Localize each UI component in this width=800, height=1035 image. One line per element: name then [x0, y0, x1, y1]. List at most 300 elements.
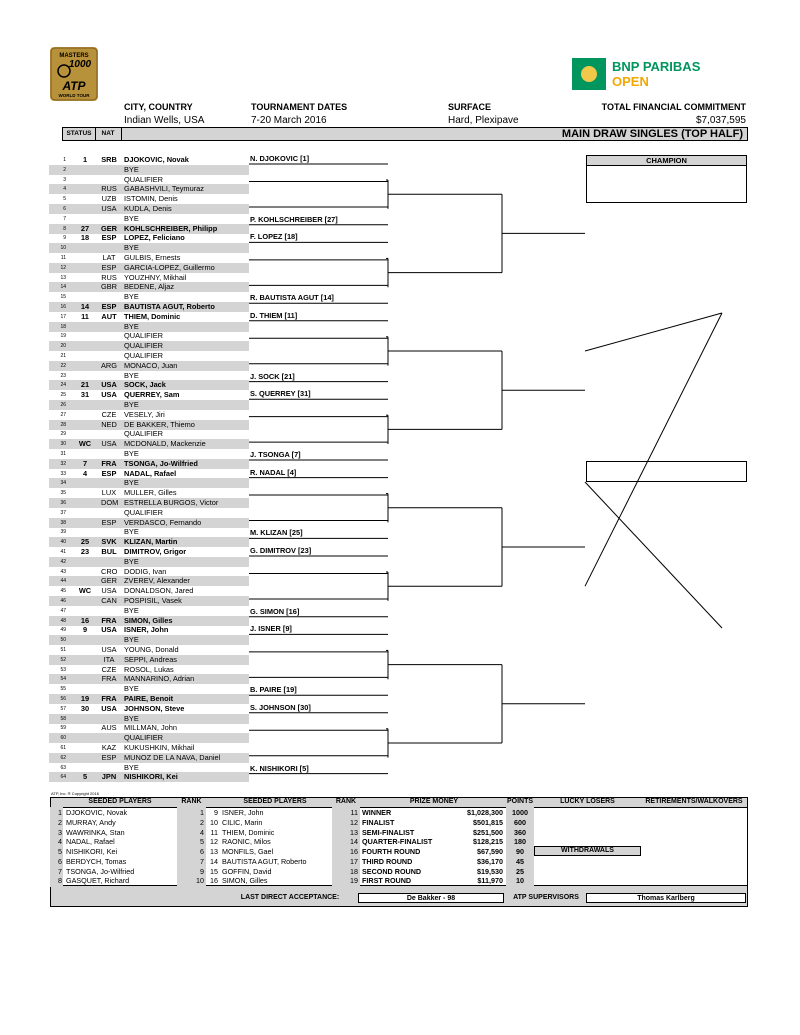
draw-nationality: AUT [101, 311, 117, 321]
prize-money: $11,970 [477, 876, 503, 886]
seed-rank: 12 [350, 817, 358, 827]
seeded-players-header-right: SEEDED PLAYERS [243, 798, 307, 805]
seed-player-name: DJOKOVIC, Novak [66, 808, 128, 817]
seed-player-name: BERDYCH, Tomas [66, 856, 127, 866]
draw-position: 61 [60, 745, 66, 751]
prize-points: 45 [516, 856, 524, 866]
status-column-header: STATUS [63, 128, 96, 140]
prize-points: 10 [516, 876, 524, 886]
draw-position: 29 [60, 431, 66, 438]
draw-seed: 5 [82, 772, 88, 782]
prize-points: 90 [516, 847, 524, 856]
seed-rank: 7 [200, 856, 204, 866]
draw-nationality: GER [101, 576, 118, 586]
draw-seed: 4 [82, 468, 88, 478]
draw-seed: 21 [80, 380, 90, 390]
nat-column-header: NAT [95, 128, 122, 140]
draw-seed: 25 [80, 537, 90, 547]
draw-player-name: GARCIA-LOPEZ, Guillermo [124, 262, 215, 272]
draw-position: 15 [60, 294, 66, 301]
draw-player-name: MCDONALD, Mackenzie [124, 439, 206, 449]
prize-money: $128,215 [473, 837, 503, 847]
draw-position: 20 [60, 343, 66, 350]
round2-player: S. QUERREY [31] [250, 389, 311, 399]
draw-position: 16 [60, 304, 66, 310]
prize-round: QUARTER-FINALIST [362, 837, 433, 847]
draw-seed: 9 [82, 625, 88, 635]
retirements-header: RETIREMENTS/WALKOVERS [645, 798, 743, 805]
prize-points: 600 [514, 817, 526, 827]
withdrawals-header: WITHDRAWALS [561, 847, 614, 854]
seed-rank: 1 [200, 808, 204, 817]
draw-seed: 19 [80, 694, 90, 703]
draw-nationality: ESP [101, 233, 117, 243]
draw-player-name: NISHIKORI, Kei [124, 772, 178, 782]
draw-nationality: ESP [101, 752, 117, 762]
draw-player-name: BYE [124, 243, 139, 253]
copyright-note: ATP, Inc. ® Copyright 2016 [51, 791, 99, 796]
seed-number: 7 [58, 866, 62, 876]
draw-player-name: BYE [124, 164, 139, 174]
dates-label: TOURNAMENT DATES [251, 102, 348, 112]
draw-position: 36 [60, 500, 66, 506]
draw-player-name: BYE [124, 400, 139, 409]
bracket-line [585, 482, 722, 628]
prize-points: 360 [514, 827, 526, 837]
seed-player-name: GOFFIN, David [222, 866, 272, 876]
draw-nationality: GER [101, 223, 118, 233]
round2-player: P. KOHLSCHREIBER [27] [250, 214, 338, 224]
draw-player-name: JOHNSON, Steve [124, 703, 185, 713]
draw-player-name: DJOKOVIC, Novak [124, 155, 189, 164]
seed-player-name: MONFILS, Gael [222, 847, 274, 856]
draw-player-name: BAUTISTA AGUT, Roberto [124, 302, 215, 311]
prize-points: 180 [514, 837, 526, 847]
draw-nationality: USA [101, 439, 117, 449]
commitment-label: TOTAL FINANCIAL COMMITMENT [601, 102, 746, 112]
draw-position: 10 [60, 245, 66, 252]
draw-position: 60 [60, 735, 66, 742]
seed-number: 8 [58, 876, 62, 886]
draw-nationality: RUS [101, 272, 117, 282]
champion-box [586, 155, 747, 203]
prize-money: $251,500 [473, 827, 503, 837]
last-direct-acceptance-value: De Bakker - 98 [358, 893, 504, 903]
seed-player-name: NADAL, Rafael [66, 837, 115, 847]
draw-nationality: ITA [103, 654, 115, 664]
seed-player-name: WAWRINKA, Stan [66, 827, 125, 837]
draw-nationality: LUX [101, 488, 117, 498]
draw-player-name: ESTRELLA BURGOS, Victor [124, 498, 219, 507]
draw-player-name: SOCK, Jack [124, 380, 166, 390]
atp-logo-tour: WORLD TOUR [58, 93, 90, 98]
draw-player-name: BYE [124, 478, 139, 488]
seed-player-name: CILIC, Marin [222, 817, 263, 827]
draw-position: 21 [60, 353, 66, 359]
draw-nationality: ARG [101, 360, 118, 370]
draw-position: 27 [60, 411, 66, 418]
draw-player-name: BYE [124, 605, 139, 615]
draw-position: 50 [60, 637, 66, 644]
draw-player-name: KLIZAN, Martin [124, 537, 178, 547]
atp-logo-level: 1000 [68, 59, 92, 70]
draw-nationality: ESP [101, 517, 117, 527]
bracket-line [585, 313, 722, 586]
draw-nationality: CAN [101, 596, 117, 605]
draw-nationality: FRA [101, 615, 117, 625]
prize-points: 1000 [512, 808, 528, 817]
draw-position: 46 [60, 598, 66, 604]
seed-number: 3 [58, 827, 62, 837]
draw-nationality: FRA [101, 458, 117, 468]
draw-position: 12 [60, 264, 66, 271]
round2-player: R. NADAL [4] [250, 467, 297, 477]
draw-nationality: JPN [101, 772, 117, 782]
draw-player-name: KUDLA, Denis [124, 204, 172, 213]
draw-player-name: BEDENE, Aljaz [124, 282, 175, 292]
draw-position: 59 [60, 725, 66, 732]
draw-player-name: LOPEZ, Feliciano [124, 233, 185, 243]
seed-rank: 18 [350, 866, 358, 876]
seed-rank: 17 [350, 856, 358, 866]
draw-position: 55 [60, 686, 66, 693]
draw-position: 42 [60, 558, 66, 565]
champion-label: CHAMPION [587, 156, 746, 166]
draw-player-name: BYE [124, 292, 139, 302]
draw-position: 57 [60, 705, 66, 712]
draw-position: 52 [60, 656, 66, 663]
atp-supervisors-label: ATP SUPERVISORS [513, 894, 579, 901]
seed-rank: 4 [200, 827, 204, 837]
prize-money: $501,815 [473, 817, 503, 827]
seed-number: 15 [210, 866, 218, 876]
draw-position: 11 [60, 255, 66, 261]
points-header: POINTS [506, 798, 534, 805]
seed-number: 9 [214, 808, 218, 817]
prize-round: SECOND ROUND [362, 866, 422, 876]
draw-position: 51 [60, 647, 66, 653]
draw-position: 6 [63, 206, 66, 212]
draw-position: 35 [60, 490, 66, 497]
seed-number: 10 [210, 817, 218, 827]
draw-position: 25 [60, 392, 66, 399]
draw-nationality: USA [101, 204, 117, 213]
draw-player-name: BYE [124, 762, 139, 772]
draw-nationality: SVK [101, 537, 117, 547]
draw-nationality: ESP [101, 468, 117, 478]
draw-position: 8 [63, 225, 66, 232]
round2-player: S. JOHNSON [30] [250, 702, 311, 712]
draw-position: 48 [60, 617, 66, 624]
draw-player-name: MUNOZ DE LA NAVA, Daniel [124, 752, 221, 762]
draw-nationality: ESP [101, 302, 117, 311]
seed-number: 1 [58, 808, 62, 817]
draw-player-name: VERDASCO, Fernando [124, 517, 202, 527]
draw-player-name: MULLER, Gilles [124, 488, 177, 498]
seed-player-name: RAONIC, Milos [222, 837, 271, 847]
draw-position: 3 [63, 176, 66, 183]
draw-player-name: ROSOL, Lukas [124, 664, 174, 674]
draw-player-name: THIEM, Dominic [124, 311, 181, 321]
draw-position: 28 [60, 421, 66, 428]
draw-nationality: KAZ [101, 743, 117, 752]
draw-position: 49 [60, 627, 66, 634]
draw-position: 2 [63, 166, 66, 173]
draw-player-name: MANNARINO, Adrian [124, 674, 195, 684]
city-label: CITY, COUNTRY [124, 102, 193, 112]
draw-player-name: GABASHVILI, Teymuraz [124, 184, 204, 194]
draw-player-name: QUALIFIER [124, 331, 164, 341]
seed-rank: 6 [200, 847, 204, 856]
prize-round: WINNER [362, 808, 392, 817]
seed-rank: 11 [350, 808, 358, 817]
draw-position: 22 [60, 362, 66, 369]
prize-money-header: PRIZE MONEY [409, 798, 459, 805]
seed-rank: 13 [350, 827, 358, 837]
draw-player-name: VESELY, Jiri [124, 409, 165, 419]
draw-position: 18 [60, 323, 66, 330]
draw-nationality: USA [101, 586, 117, 596]
draw-nationality: BUL [101, 547, 117, 556]
round2-player: J. ISNER [9] [250, 624, 292, 634]
finalist-box [586, 461, 747, 482]
draw-position: 54 [60, 676, 66, 683]
draw-position: 45 [60, 588, 66, 595]
draw-player-name: QUALIFIER [124, 341, 164, 351]
last-direct-acceptance-label: LAST DIRECT ACCEPTANCE: [240, 894, 340, 901]
draw-position: 32 [60, 460, 66, 467]
bracket-line [585, 313, 722, 351]
draw-player-name: DONALDSON, Jared [124, 586, 194, 596]
draw-nationality: LAT [102, 253, 116, 262]
seed-player-name: THIEM, Dominic [222, 827, 275, 837]
draw-position: 5 [63, 196, 66, 203]
prize-round: SEMI-FINALIST [362, 827, 415, 837]
draw-nationality: USA [101, 390, 117, 400]
draw-player-name: QUERREY, Sam [124, 390, 180, 400]
draw-position: 9 [63, 235, 66, 242]
draw-seed: 23 [80, 547, 90, 556]
draw-player-name: YOUNG, Donald [124, 645, 179, 654]
draw-nationality: USA [101, 703, 117, 713]
draw-player-name: BYE [124, 684, 139, 694]
prize-money: $67,590 [477, 847, 503, 856]
draw-player-name: TSONGA, Jo-Wilfried [124, 458, 198, 468]
seed-rank: 14 [350, 837, 358, 847]
round2-player: G. SIMON [16] [250, 606, 300, 616]
seed-rank: 16 [350, 847, 358, 856]
draw-position: 64 [60, 774, 66, 781]
draw-seed: 14 [80, 302, 90, 311]
seed-number: 5 [58, 847, 62, 856]
draw-position: 47 [60, 607, 66, 614]
draw-player-name: SIMON, Gilles [124, 615, 173, 625]
draw-seed: 16 [80, 615, 90, 625]
draw-seed: 7 [82, 458, 88, 468]
draw-nationality: NED [101, 419, 117, 429]
draw-seed: 27 [80, 223, 90, 233]
draw-position: 34 [60, 480, 66, 487]
draw-player-name: BYE [124, 449, 139, 458]
draw-title: MAIN DRAW SINGLES (TOP HALF) [561, 128, 743, 140]
bnp-logo-line2: OPEN [612, 74, 649, 89]
draw-seed: 18 [80, 233, 90, 243]
draw-player-name: GULBIS, Ernests [124, 253, 181, 262]
prize-round: FIRST ROUND [362, 876, 412, 886]
draw-position: 63 [60, 764, 66, 771]
prize-round: THIRD ROUND [362, 856, 413, 866]
round2-player: G. DIMITROV [23] [250, 546, 312, 555]
bnp-logo-line1: BNP PARIBAS [612, 59, 701, 74]
seeded-players-header-left: SEEDED PLAYERS [88, 798, 152, 805]
draw-player-name: SEPPI, Andreas [124, 654, 177, 664]
draw-nationality: CZE [101, 409, 117, 419]
seed-rank: 9 [200, 866, 204, 876]
seed-player-name: ISNER, John [222, 808, 264, 817]
draw-position: 40 [60, 539, 66, 546]
seed-number: 11 [210, 827, 218, 837]
footer [50, 797, 748, 907]
seed-rank: 19 [350, 876, 358, 886]
draw-player-name: YOUZHNY, Mikhail [124, 272, 187, 282]
draw-nationality: ESP [101, 262, 117, 272]
draw-player-name: BYE [124, 556, 139, 566]
draw-position: 30 [60, 441, 66, 448]
prize-round: FOURTH ROUND [362, 847, 421, 856]
draw-position: 37 [60, 509, 66, 516]
draw-position: 58 [60, 715, 66, 722]
atp-supervisors-value: Thomas Karlberg [586, 893, 746, 903]
draw-nationality: UZB [101, 194, 117, 204]
draw-position: 24 [60, 382, 66, 389]
draw-player-name: QUALIFIER [124, 507, 164, 517]
prize-money: $36,170 [477, 856, 503, 866]
seed-rank: 2 [200, 817, 204, 827]
round2-player: K. NISHIKORI [5] [250, 763, 309, 773]
draw-player-name: QUALIFIER [124, 174, 164, 184]
seed-rank: 5 [200, 837, 204, 847]
lucky-losers-header: LUCKY LOSERS [560, 798, 615, 805]
draw-position: 33 [60, 470, 66, 477]
draw-position: 44 [60, 578, 66, 585]
draw-nationality: CZE [101, 664, 117, 674]
draw-player-name: BYE [124, 527, 139, 537]
seed-number: 6 [58, 856, 62, 866]
draw-nationality: CRO [101, 566, 118, 576]
round2-player: R. BAUTISTA AGUT [14] [250, 293, 334, 303]
draw-position: 31 [60, 451, 66, 457]
round2-player: F. LOPEZ [18] [250, 232, 298, 242]
rank-header-left: RANK [181, 798, 202, 805]
draw-player-name: BYE [124, 635, 139, 645]
draw-player-name: PAIRE, Benoit [124, 694, 174, 703]
round2-player: J. SOCK [21] [250, 371, 295, 381]
draw-nationality: USA [101, 645, 117, 654]
atp-logo-atp: ATP [62, 79, 86, 93]
seed-player-name: GASQUET, Richard [66, 876, 130, 886]
draw-player-name: NADAL, Rafael [124, 468, 177, 478]
draw-player-name: MILLMAN, John [124, 723, 177, 733]
seed-player-name: SIMON, Gilles [222, 876, 268, 886]
draw-nationality: GBR [101, 282, 118, 292]
seed-player-name: TSONGA, Jo-Wilfried [66, 866, 135, 876]
draw-position: 26 [60, 402, 66, 408]
city-value: Indian Wells, USA [124, 115, 205, 126]
round2-player: J. TSONGA [7] [250, 450, 301, 459]
draw-seed: WC [78, 586, 92, 596]
seed-number: 14 [210, 856, 218, 866]
draw-seed: 11 [81, 311, 89, 321]
draw-player-name: ISTOMIN, Denis [124, 194, 178, 204]
draw-player-name: QUALIFIER [124, 733, 164, 743]
draw-position: 62 [60, 754, 66, 761]
draw-player-name: MONACO, Juan [124, 360, 178, 370]
draw-player-name: ZVEREV, Alexander [124, 576, 190, 586]
prize-money: $1,028,300 [467, 808, 503, 817]
draw-player-name: DE BAKKER, Thiemo [124, 419, 195, 429]
seed-rank: 10 [196, 876, 204, 886]
round2-player: B. PAIRE [19] [250, 685, 297, 695]
draw-position: 41 [60, 549, 66, 555]
draw-nationality: FRA [101, 674, 117, 684]
seed-player-name: MURRAY, Andy [66, 817, 116, 827]
draw-seed: WC [78, 439, 92, 449]
draw-player-name: KUKUSHKIN, Mikhail [124, 743, 195, 752]
draw-seed: 30 [80, 703, 90, 713]
draw-position: 4 [63, 186, 66, 193]
draw-position: 14 [60, 284, 66, 291]
seed-number: 16 [210, 876, 218, 886]
seed-player-name: NISHIKORI, Kei [66, 847, 118, 856]
dates-value: 7-20 March 2016 [251, 115, 327, 126]
seed-player-name: BAUTISTA AGUT, Roberto [222, 856, 307, 866]
prize-points: 25 [516, 866, 524, 876]
draw-player-name: BYE [124, 713, 139, 723]
draw-nationality: AUS [101, 723, 117, 733]
atp-logo-masters: MASTERS [59, 53, 89, 59]
draw-player-name: KOHLSCHREIBER, Philipp [124, 223, 218, 233]
draw-seed: 1 [82, 155, 88, 164]
draw-nationality: USA [101, 380, 117, 390]
seed-number: 12 [210, 837, 218, 847]
prize-money: $19,530 [477, 866, 503, 876]
draw-player-name: QUALIFIER [124, 351, 164, 360]
draw-position: 53 [60, 666, 66, 673]
draw-player-name: BYE [124, 370, 139, 380]
round2-player: D. THIEM [11] [250, 310, 298, 320]
draw-position: 39 [60, 529, 66, 536]
draw-nationality: RUS [101, 184, 117, 194]
round2-player: N. DJOKOVIC [1] [250, 154, 310, 163]
draw-nationality: SRB [101, 155, 117, 164]
draw-position: 43 [60, 568, 66, 575]
draw-position: 13 [60, 274, 66, 281]
draw-player-name: POSPISIL, Vasek [124, 596, 182, 605]
surface-label: SURFACE [448, 102, 492, 112]
draw-player-name: BYE [124, 213, 139, 223]
draw-player-name: QUALIFIER [124, 429, 164, 439]
seed-number: 2 [58, 817, 62, 827]
prize-round: FINALIST [362, 817, 395, 827]
draw-player-name: ISNER, John [124, 625, 169, 635]
draw-position: 17 [60, 313, 66, 320]
draw-player-name: DODIG, Ivan [124, 566, 167, 576]
draw-position: 38 [60, 519, 66, 526]
draw-position: 56 [60, 696, 66, 702]
draw-seed: 31 [80, 390, 90, 400]
draw-position: 1 [63, 157, 66, 163]
draw-position: 23 [60, 372, 66, 379]
